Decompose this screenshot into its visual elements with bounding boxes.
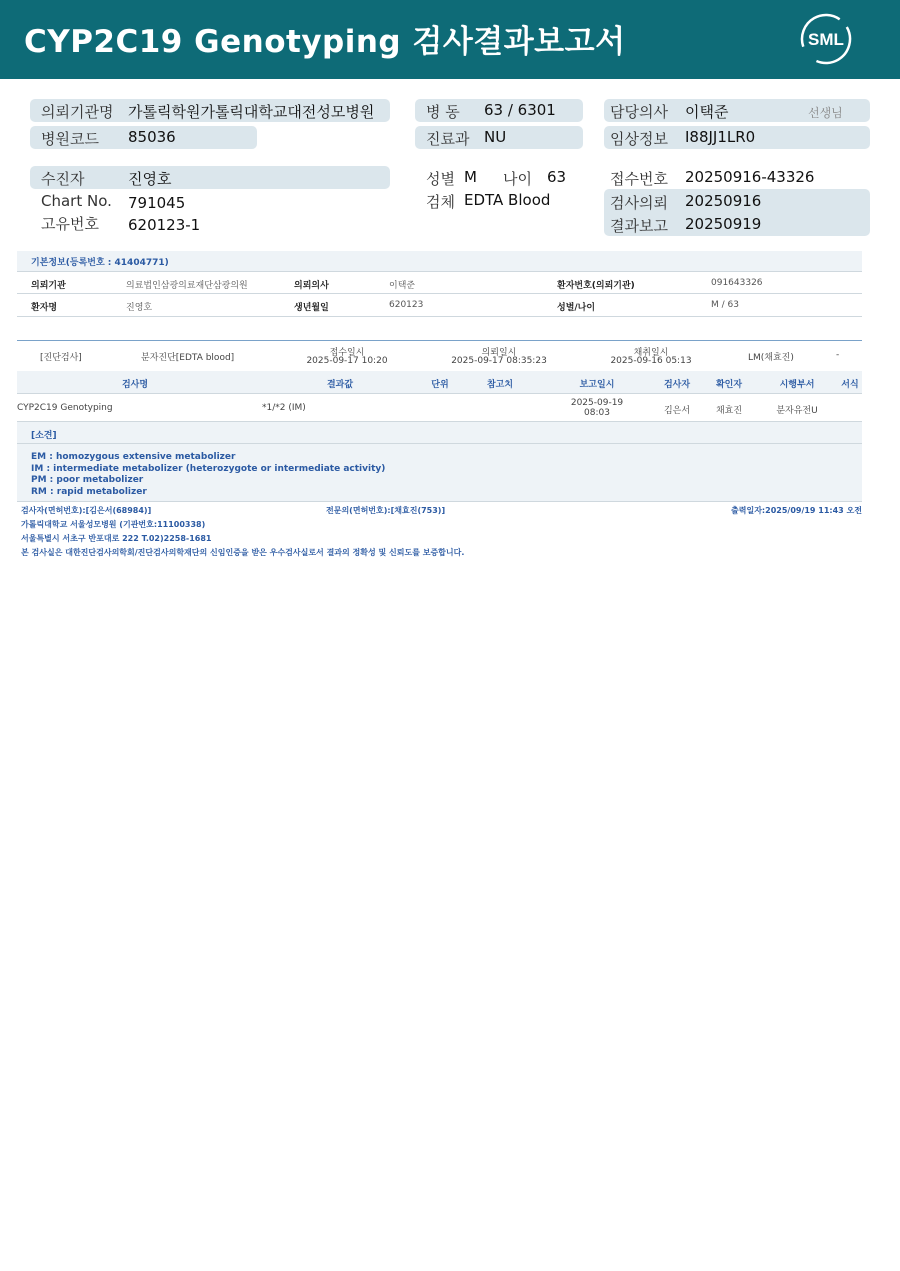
request-value: 20250916 [685,192,762,210]
divider [17,443,862,444]
doctor-suffix: 선생님 [808,106,843,120]
divider [17,393,862,394]
finding-line: IM : intermediate metabolizer (heterozygote or intermediate activity) [31,464,386,474]
report-title: CYP2C19 Genotyping 검사결과보고서 [24,24,626,60]
sex-label: 성별 [426,170,455,188]
divider [17,501,862,502]
dept-label: 진료과 [426,130,470,148]
sml-logo-icon [800,13,852,65]
footer-address: 서울특별시 서초구 반포대로 222 T.02)2258-1681 [21,534,212,543]
footer-specialist: 전문의(면허번호):[채효진(753)] [326,506,446,515]
age-label: 나이 [503,170,532,188]
clinical-value: I88JJ1LR0 [685,128,756,146]
basic-value-doctor: 이택준 [389,281,416,291]
result-value: *1/*2 (IM) [262,403,306,413]
col-reference: 참고치 [486,380,514,390]
finding-line: RM : rapid metabolizer [31,487,147,497]
col-confirmer: 확인자 [715,380,743,390]
specimen-value: EDTA Blood [464,191,551,209]
received-value: 2025-09-17 10:20 [306,356,388,366]
lm-value: LM(채효진) [748,353,794,363]
result-department: 분자유전U [776,406,818,416]
divider [17,293,862,294]
col-tester: 검사자 [663,380,691,390]
divider [17,271,862,272]
basic-label-birth: 생년월일 [294,303,329,313]
doctor-label: 담당의사 [610,103,668,121]
specimen-label: 검체 [426,193,455,211]
doctor-value: 이택준 [685,103,729,121]
col-unit: 단위 [431,380,449,390]
basic-value-birth: 620123 [389,300,424,310]
patient-label: 수진자 [41,170,85,188]
basic-label-sex-age: 성별/나이 [557,303,596,313]
basic-label-name: 환자명 [31,303,58,313]
receipt-label: 접수번호 [610,170,668,188]
clinical-label: 임상정보 [610,130,668,148]
basic-value-name: 진영호 [126,303,153,313]
hospital-code-label: 병원코드 [41,130,99,148]
result-report-time: 08:03 [584,408,610,418]
footer-printed: 출력일자:2025/09/19 11:43 오전 [731,506,862,515]
result-tester: 김은서 [663,406,691,416]
basic-label-patient-no: 환자번호(의뢰기관) [557,281,635,291]
col-format: 서식 [841,380,859,390]
patient-value: 진영호 [128,170,172,188]
col-test-name: 검사명 [121,380,149,390]
requested-label: 의뢰일시 [481,348,517,358]
exam-top-line [17,340,862,341]
result-confirmer: 채효진 [715,406,743,416]
finding-line: EM : homozygous extensive metabolizer [31,452,236,462]
col-result: 결과값 [326,380,354,390]
footer-tester: 검사자(면허번호):[김은서(68984)] [21,506,152,515]
chart-no-label: Chart No. [41,192,112,210]
finding-line: PM : poor metabolizer [31,475,144,485]
result-test-name: CYP2C19 Genotyping [17,403,113,413]
result-report-date: 2025-09-19 [570,398,624,408]
exam-dash: - [836,350,840,360]
exam-specimen: 분자진단[EDTA blood] [141,353,235,363]
footer-certification: 본 검사실은 대한진단검사의학회/진단검사의학재단의 신임인증을 받은 우수검사실로서 결과의 정확성 및 신뢰도를 보증합니다. [21,548,465,557]
hospital-value: 가톨릭학원가톨릭대학교대전성모병원 [128,103,375,121]
receipt-value: 20250916-43326 [685,168,815,186]
hospital-label: 의뢰기관명 [41,103,114,121]
hospital-code-value: 85036 [128,128,176,146]
col-department: 시행부서 [779,380,815,390]
exam-category: [진단검사] [40,353,82,363]
basic-label-hospital: 의뢰기관 [31,281,66,291]
basic-info-title: 기본정보(등록번호 : 41404771) [31,258,169,268]
report-label: 결과보고 [610,217,668,235]
report-value: 20250919 [685,215,762,233]
chart-no-value: 791045 [128,194,186,212]
age-value: 63 [547,168,567,186]
footer-hospital: 가톨릭대학교 서울성모병원 (기관번호:11100338) [21,520,206,529]
request-label: 검사의뢰 [610,194,668,212]
findings-title: [소견] [31,431,57,441]
dept-value: NU [484,128,507,146]
col-report-date: 보고일시 [579,380,615,390]
requested-value: 2025-09-17 08:35:23 [451,356,547,366]
divider [17,316,862,317]
basic-value-hospital: 의료법인삼광의료재단삼광의원 [126,281,248,291]
received-label: 접수일시 [329,348,365,358]
collected-label: 채취일시 [633,348,669,358]
collected-value: 2025-09-16 05:13 [610,356,692,366]
logo-text: SML [808,30,844,49]
sex-value: M [464,168,477,186]
unique-no-label: 고유번호 [41,215,99,233]
basic-label-doctor: 의뢰의사 [294,281,329,291]
ward-value: 63 / 6301 [484,101,556,119]
basic-value-sex-age: M / 63 [711,300,739,310]
ward-label: 병 동 [426,103,460,121]
basic-value-patient-no: 091643326 [711,278,763,288]
unique-no-value: 620123-1 [128,216,201,234]
